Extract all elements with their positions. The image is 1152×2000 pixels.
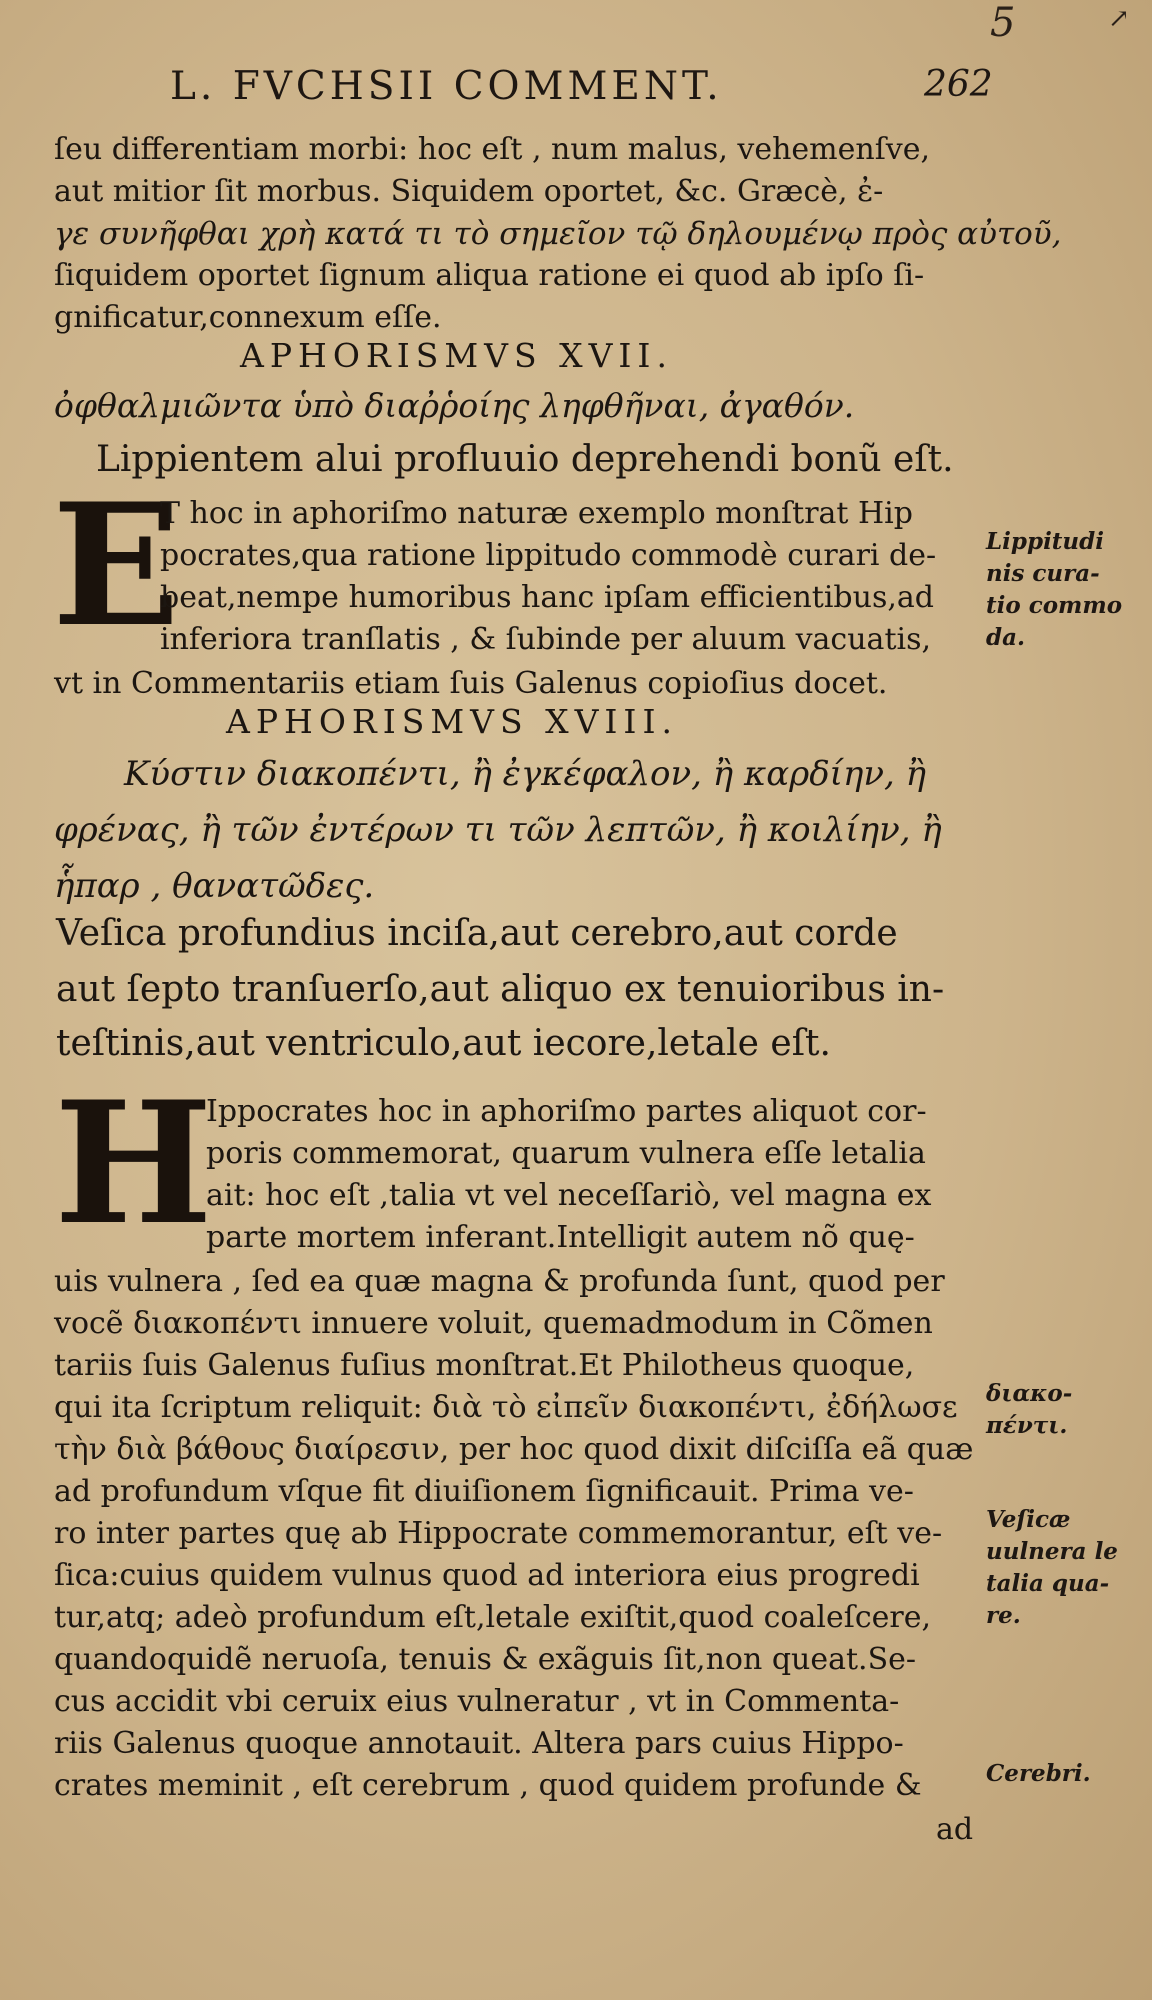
folio-number: 262 — [924, 64, 993, 105]
margin-note-line: da. — [986, 624, 1025, 651]
text-line: ſeu differentiam morbi: hoc eſt , num malus, vehemenſve, — [54, 132, 931, 167]
commentary-line: vt in Commentariis etiam ſuis Galenus copioſius docet. — [54, 666, 888, 701]
greek-text-line: γε συνῆφθαι χρὴ κατά τι τὸ σημεῖον τῷ δηλουμένῳ πρὸς αὐτοῦ, — [54, 216, 1062, 252]
commentary-line: tur,atq; adeò profundum eſt,letale exiſtit,quod coaleſcere, — [54, 1600, 932, 1635]
commentary-line: poris commemorat, quarum vulnera eſſe letalia — [206, 1136, 926, 1171]
corner-ink-mark: ↗ — [1108, 4, 1130, 34]
commentary-line: ait: hoc eſt ,talia vt vel neceſſariò, vel magna ex — [206, 1178, 932, 1213]
commentary-line: inferiora tranſlatis , & ſubinde per aluum vacuatis, — [160, 622, 932, 657]
commentary-line: tariis ſuis Galenus fuſius monſtrat.Et Philotheus quoque, — [54, 1348, 915, 1383]
commentary-line: parte mortem inferant.Intelligit autem nõ quę- — [206, 1220, 915, 1255]
margin-note-line: Lippitudi — [986, 528, 1104, 555]
aphorism-18-heading: APHORISMVS XVIII. — [226, 702, 678, 741]
margin-note-line: Cerebri. — [986, 1760, 1091, 1787]
margin-note-line: tio commo — [986, 592, 1123, 619]
aphorism-18-latin: Veſica profundius inciſa,aut cerebro,aut corde — [56, 913, 898, 954]
aphorism-18-greek: ἧπαρ , θανατῶδες. — [54, 866, 375, 906]
aphorism-17-heading: APHORISMVS XVII. — [240, 336, 673, 375]
commentary-line: uis vulnera , ſed ea quæ magna & profunda ſunt, quod per — [54, 1264, 945, 1299]
commentary-line: riis Galenus quoque annotauit. Altera pars cuius Hippo- — [54, 1726, 904, 1761]
text-line: aut mitior ſit morbus. Siquidem oportet, &c. Græcè, ἐ- — [54, 174, 884, 209]
margin-note-line: re. — [986, 1602, 1021, 1629]
aphorism-18-greek: φρένας, ἢ τῶν ἐντέρων τι τῶν λεπτῶν, ἢ κοιλίην, ἢ — [54, 810, 942, 850]
commentary-line: vocẽ διακοπέντι innuere voluit, quemadmodum in Cõmen — [54, 1306, 933, 1341]
margin-note-diakoponti — [986, 1378, 1072, 1442]
margin-note-cerebri — [986, 1758, 1091, 1790]
margin-note-line: διακο- — [986, 1380, 1073, 1407]
text-line: gnificatur,connexum eſſe. — [54, 300, 442, 335]
aphorism-18-greek: Κύστιν διακοπέντι, ἢ ἐγκέφαλον, ἢ καρδίην, ἢ — [124, 754, 927, 794]
margin-note-vesicae — [986, 1504, 1118, 1632]
margin-note-line: nis cura- — [986, 560, 1100, 587]
commentary-line: ad profundum vſque fit diuiſionem ſignificauit. Prima ve- — [54, 1474, 914, 1509]
commentary-line: beat,nempe humoribus hanc ipſam efficientibus,ad — [160, 580, 934, 615]
aphorism-17-latin: Lippientem alui profluuio deprehendi bonũ eſt. — [96, 439, 954, 480]
aphorism-18-latin: aut ſepto tranſuerſo,aut aliquo ex tenuioribus in- — [56, 969, 945, 1010]
commentary-line: τὴν διὰ βάθους διαίρεσιν, per hoc quod dixit diſciſſa eã quæ — [54, 1432, 974, 1467]
catchword: ad — [936, 1812, 974, 1847]
margin-note-line: talia qua- — [986, 1570, 1110, 1597]
running-head: L. FVCHSII COMMENT. — [170, 64, 723, 109]
commentary-line: quandoquidẽ neruoſa, tenuis & exãguis ſit,non queat.Se- — [54, 1642, 917, 1677]
commentary-line: pocrates,qua ratione lippitudo commodè curari de- — [160, 538, 937, 573]
commentary-line: ro inter partes quę ab Hippocrate commemorantur, eſt ve- — [54, 1516, 943, 1551]
commentary-line: cus accidit vbi ceruix eius vulneratur , vt in Commenta- — [54, 1684, 900, 1719]
margin-note-line: πέντι. — [986, 1412, 1068, 1439]
commentary-line: ſica:cuius quidem vulnus quod ad interiora eius progredi — [54, 1558, 920, 1593]
aphorism-17-greek: ὀφθαλμιῶντα ὑπὸ διαῤῥοίης ληφθῆναι, ἀγαθόν. — [54, 386, 855, 425]
commentary-line: T hoc in aphoriſmo naturæ exemplo monſtrat Hip — [160, 496, 913, 531]
drop-cap-e: E — [52, 466, 181, 664]
text-line: ſiquidem oportet ſignum aliqua ratione ei quod ab ipſo ſi- — [54, 258, 925, 293]
drop-cap-h: H — [54, 1064, 213, 1262]
corner-page-number: 5 — [990, 0, 1016, 46]
margin-note-line: Veſicæ — [986, 1506, 1071, 1533]
margin-note-line: uulnera le — [986, 1538, 1118, 1565]
commentary-line: crates meminit , eſt cerebrum , quod quidem profunde & — [54, 1768, 922, 1803]
margin-note-lippitudo — [986, 526, 1122, 654]
aphorism-18-latin: teſtinis,aut ventriculo,aut iecore,letale eſt. — [56, 1023, 831, 1064]
commentary-line: qui ita ſcriptum reliquit: διὰ τὸ εἰπεῖν διακοπέντι, ἐδήλωσε — [54, 1390, 958, 1425]
commentary-line: Ippocrates hoc in aphoriſmo partes aliquot cor- — [206, 1094, 927, 1129]
